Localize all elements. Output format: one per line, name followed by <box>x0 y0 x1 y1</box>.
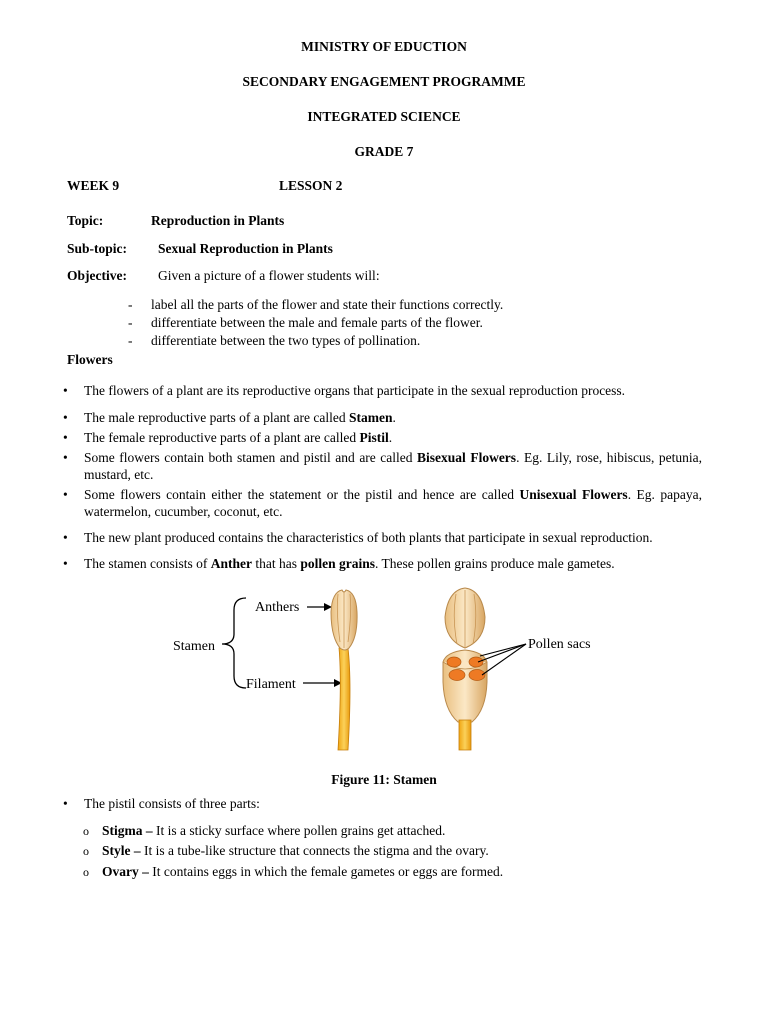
list-item: • The stamen consists of Anther that has pollen grains. These pollen grains produce male gametes. <box>60 555 702 572</box>
pistil-part-ovary: Ovary – It contains eggs in which the female gametes or eggs are formed. <box>102 864 504 879</box>
pollen-sacs-label: Pollen sacs <box>528 637 591 652</box>
flowers-bullet-list <box>60 382 702 572</box>
objective-label: Objective: <box>67 268 127 283</box>
anthers-label: Anthers <box>255 600 300 615</box>
week-label: WEEK 9 <box>67 178 120 193</box>
ministry-heading: MINISTRY OF EDUCTION <box>301 39 467 54</box>
list-item: • The new plant produced contains the characteristics of both plants that participate in sexual reproduction. <box>60 529 702 546</box>
pistil-part-style: Style – It is a tube-like structure that connects the stigma and the ovary. <box>102 843 489 858</box>
objective-dash: - <box>128 333 133 348</box>
list-item: • Some flowers contain either the statement or the pistil and hence are called Unisexual Flowers. Eg. papaya, watermelon, cucumber, coconut, etc. <box>60 486 702 520</box>
stamen-figure <box>160 582 610 757</box>
lesson-label: LESSON 2 <box>279 178 343 193</box>
stamen-label: Stamen <box>173 639 215 654</box>
circle-bullet-icon: o <box>83 844 89 858</box>
list-item: • The flowers of a plant are its reproductive organs that participate in the sexual reproduction process. <box>60 382 702 399</box>
flowers-heading: Flowers <box>67 352 113 367</box>
pollen-sac <box>449 670 465 681</box>
subject-heading: INTEGRATED SCIENCE <box>307 109 461 124</box>
list-item: • The pistil consists of three parts: <box>60 795 702 812</box>
pollen-sac <box>469 657 483 667</box>
pistil-part-stigma: Stigma – It is a sticky surface where pollen grains get attached. <box>102 823 446 838</box>
list-item: • The female reproductive parts of a plant are called Pistil. <box>60 429 702 446</box>
objective-dash: - <box>128 297 133 312</box>
programme-heading: SECONDARY ENGAGEMENT PROGRAMME <box>242 74 526 89</box>
topic-label: Topic: <box>67 213 104 228</box>
pistil-bullet-list <box>60 795 702 812</box>
circle-bullet-icon: o <box>83 865 89 879</box>
list-item: • The male reproductive parts of a plant are called Stamen. <box>60 409 702 426</box>
filament-shape <box>338 648 350 750</box>
subtopic-label: Sub-topic: <box>67 241 128 256</box>
circle-bullet-icon: o <box>83 824 89 838</box>
pollen-sac <box>447 657 461 667</box>
topic-value: Reproduction in Plants <box>151 213 285 228</box>
objective-item: label all the parts of the flower and state their functions correctly. <box>151 297 504 312</box>
stamen-brace <box>222 598 246 688</box>
figure-caption: Figure 11: Stamen <box>331 772 437 787</box>
objective-value: Given a picture of a flower students will: <box>158 268 380 283</box>
filament-label: Filament <box>246 677 296 692</box>
grade-heading: GRADE 7 <box>354 144 414 159</box>
subtopic-value: Sexual Reproduction in Plants <box>158 241 333 256</box>
list-item: • Some flowers contain both stamen and pistil and are called Bisexual Flowers. Eg. Lily, rose, hibiscus, petunia, mustard, etc. <box>60 449 702 483</box>
objective-item: differentiate between the two types of pollination. <box>151 333 421 348</box>
objective-item: differentiate between the male and female parts of the flower. <box>151 315 483 330</box>
objective-dash: - <box>128 315 133 330</box>
filament-stub-shape <box>459 720 471 750</box>
